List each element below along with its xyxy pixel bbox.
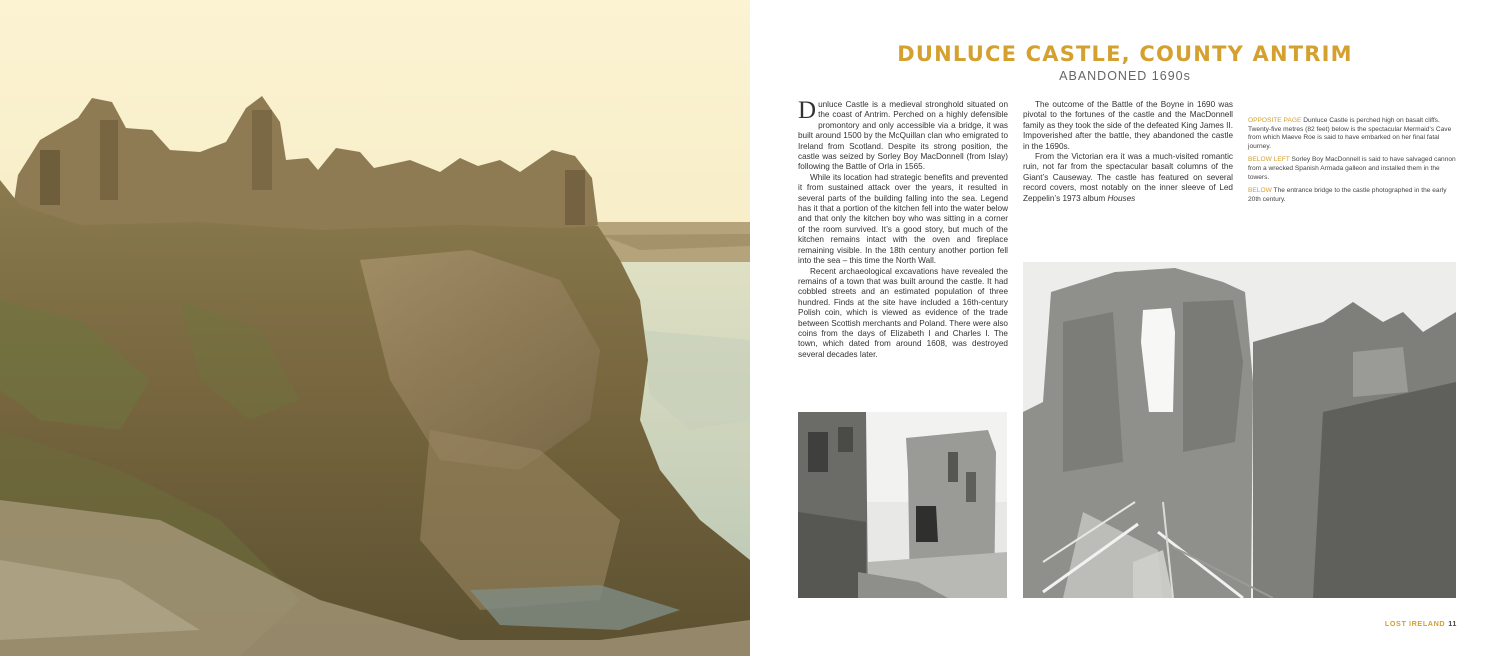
paragraph-2: While its location had strategic benefits and prevented it from sustained attack over the years, it resulted in several parts of the building falling into the sea. Legend has it that a portion of the kitchen fell into the water below and that only the kitchen boy who was sitting in a corner of the room survived. It’s a good story, but much of the kitchen remains intact with the oven and fireplace remaining visible. In the 18th century another portion fell into the sea – this time the North Wall.: [798, 172, 1008, 266]
entrance-bridge-photo: [1023, 262, 1456, 598]
caption-label: BELOW LEFT: [1248, 156, 1290, 164]
paragraph-5-text: From the Victorian era it was a much-visited romantic ruin, not far from the spectacular basalt columns of the Giant’s Causeway. The castle has featured on several record covers, most notably on the inner sleeve of Led Zeppelin’s 1973 album: [1023, 152, 1233, 203]
paragraph-1-text: unluce Castle is a medieval stronghold situated on the coast of Antrim. Perched on a highly defensible promontory and only accessible via a bridge, it was built around 1500 by the McQuillan clan who emigrated to Ireland from Scotland. Despite its strong position, the castle was seized by Sorley Boy MacDonnell (from Islay) following the Battle of Orla in 1565.: [798, 100, 1008, 172]
page-title: DUNLUCE CASTLE, COUNTY ANTRIM: [897, 42, 1353, 66]
page-number: 11: [1448, 619, 1457, 628]
caption-label: OPPOSITE PAGE: [1248, 117, 1302, 124]
page-footer: [1385, 619, 1457, 628]
body-column-1: [798, 97, 1008, 360]
running-footer-title: LOST IRELAND: [1384, 619, 1446, 628]
paragraph-1: [798, 97, 1008, 173]
caption-text: Sorley Boy MacDonnell is said to have salvaged cannon from a wrecked Spanish Armada galleon and installed them in the towers.: [1248, 156, 1456, 181]
caption-label: BELOW: [1248, 187, 1272, 195]
paragraph-5: [1023, 152, 1233, 204]
captions-block: [1248, 117, 1456, 209]
text-page: [750, 0, 1500, 656]
caption-text: The entrance bridge to the castle photographed in the early 20th century.: [1248, 187, 1447, 203]
paragraph-4: The outcome of the Battle of the Boyne in 1690 was pivotal to the fortunes of the castle and the MacDonnell family as they took the side of the defeated King James II. Impoverished after the battle, they abandoned the castle in the 1690s.: [1023, 100, 1233, 151]
caption-text: Dunluce Castle is perched high on basalt cliffs. Twenty-five metres (82 feet) below is the spectacular Mermaid’s Cave from which Maeve Roe is said to have embarked on her final fatal journey.: [1248, 117, 1452, 150]
caption-below: [1248, 187, 1456, 204]
body-column-2: [1023, 100, 1233, 204]
caption-below-left: [1248, 156, 1456, 182]
page-subtitle: ABANDONED 1690s: [1059, 69, 1191, 83]
paragraph-3: Recent archaeological excavations have revealed the remains of a town that was built around the castle. It had cobbled streets and an estimated population of three hundred. Finds at the site have included a 16th-century Polish coin, which is viewed as evidence of the trade between Scottish merchants and Poland. There were also coins from the days of Elizabeth I and Charles I. The town, which dated from around 1608, was destroyed several decades later.: [798, 266, 1008, 359]
drop-cap: D: [798, 97, 817, 124]
tower-ruins-photo: [798, 412, 1007, 598]
album-title: Houses: [1107, 193, 1136, 203]
caption-opposite-page: [1248, 117, 1456, 151]
